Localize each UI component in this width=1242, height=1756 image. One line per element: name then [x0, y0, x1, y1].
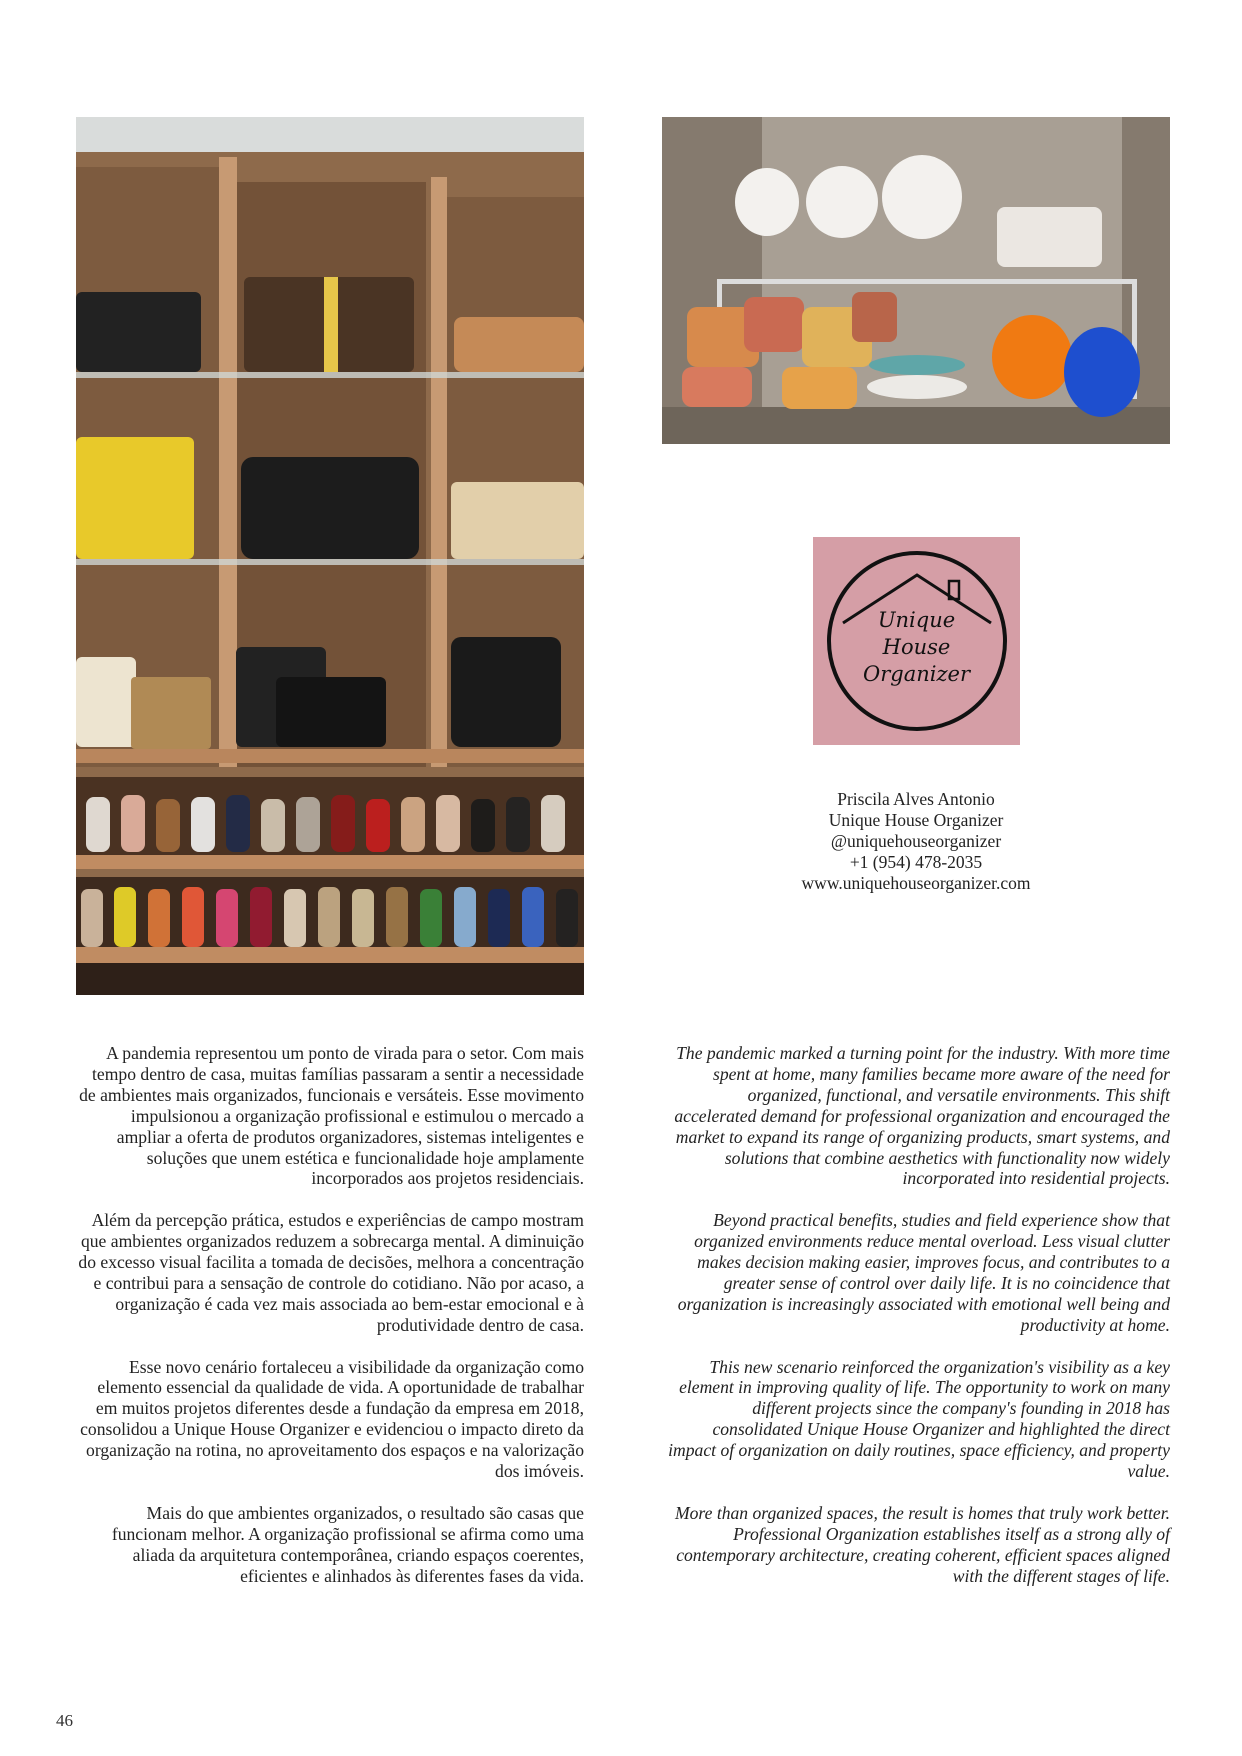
contact-name: Priscila Alves Antonio [837, 789, 995, 809]
article-column-english [662, 1043, 1170, 1607]
closet-photo [76, 117, 584, 995]
logo-line-2: House [882, 635, 951, 659]
contact-website[interactable]: www.uniquehouseorganizer.com [801, 873, 1031, 893]
paragraph: Beyond practical benefits, studies and field experience show that organized environments reduce mental overload. Less visual clutter makes decision making easier, improves focus, and contributes to a greater sense of control over daily life. It is no coincidence that organization is increasingly associated with emotional well being and productivity at home. [677, 1210, 1170, 1335]
paragraph: This new scenario reinforced the organization's visibility as a key element in improving quality of life. The opportunity to work on many different projects since the company's founding in 2018 has consolidated Unique House Organizer and highlighted the direct impact of organization on daily routines, space efficiency, and property value. [668, 1356, 1170, 1482]
contact-company: Unique House Organizer [828, 810, 1004, 830]
contact-phone: +1 (954) 478-2035 [849, 852, 983, 872]
paragraph: Esse novo cenário fortaleceu a visibilidade da organização como elemento essencial da qualidade de vida. A oportunidade de trabalhar em muitos projetos diferentes desde a fundação da empresa em 2018, consolidou a Unique House Organizer e evidenciou o impacto direto da organização na rotina, no aproveitamento dos espaços e na valorização dos imóveis. [80, 1356, 584, 1482]
paragraph: Além da percepção prática, estudos e experiências de campo mostram que ambientes organizados reduzem a sobrecarga mental. A diminuição do excesso visual facilita a tomada de decisões, melhora a concentração e contribui para a sensação de controle do cotidiano. Não por acaso, a organização é cada vez mais associada ao bem-estar emocional e à produtividade dentro de casa. [78, 1210, 584, 1335]
paragraph: The pandemic marked a turning point for the industry. With more time spent at home, many families became more aware of the need for organized, functional, and versatile environments. This shift accelerated demand for professional organization and encouraged the market to expand its range of organizing products, smart systems, and solutions that combine aesthetics with functionality now widely incorporated into residential projects. [674, 1043, 1170, 1189]
paragraph: More than organized spaces, the result is homes that truly work better. Professional Organization establishes itself as a strong ally of contemporary architecture, creating coherent, efficient spaces aligned with the different stages of life. [674, 1502, 1170, 1586]
page-number: 46 [56, 1711, 73, 1730]
paragraph: Mais do que ambientes organizados, o resultado são casas que funcionam melhor. A organização profissional se afirma como uma aliada da arquitetura contemporânea, criando espaços coerentes, eficientes e alinhados às diferentes fases da vida. [111, 1502, 584, 1586]
logo-line-3: Organizer [863, 662, 970, 686]
contact-info [730, 789, 1102, 894]
paragraph: A pandemia representou um ponto de virada para o setor. Com mais tempo dentro de casa, muitas famílias passaram a sentir a necessidade de ambientes mais organizados, funcionais e versáteis. Esse movimento impulsionou a organização profissional e estimulou o mercado a ampliar a oferta de produtos organizadores, sistemas inteligentes e soluções que unem estética e funcionalidade hoje amplamente incorporados aos projetos residenciais. [79, 1043, 584, 1189]
logo-line-1: Unique [877, 608, 956, 632]
company-logo [813, 537, 1020, 745]
article-column-portuguese [76, 1043, 584, 1607]
contact-handle: @uniquehouseorganizer [830, 831, 1002, 851]
dishes-photo [662, 117, 1170, 444]
